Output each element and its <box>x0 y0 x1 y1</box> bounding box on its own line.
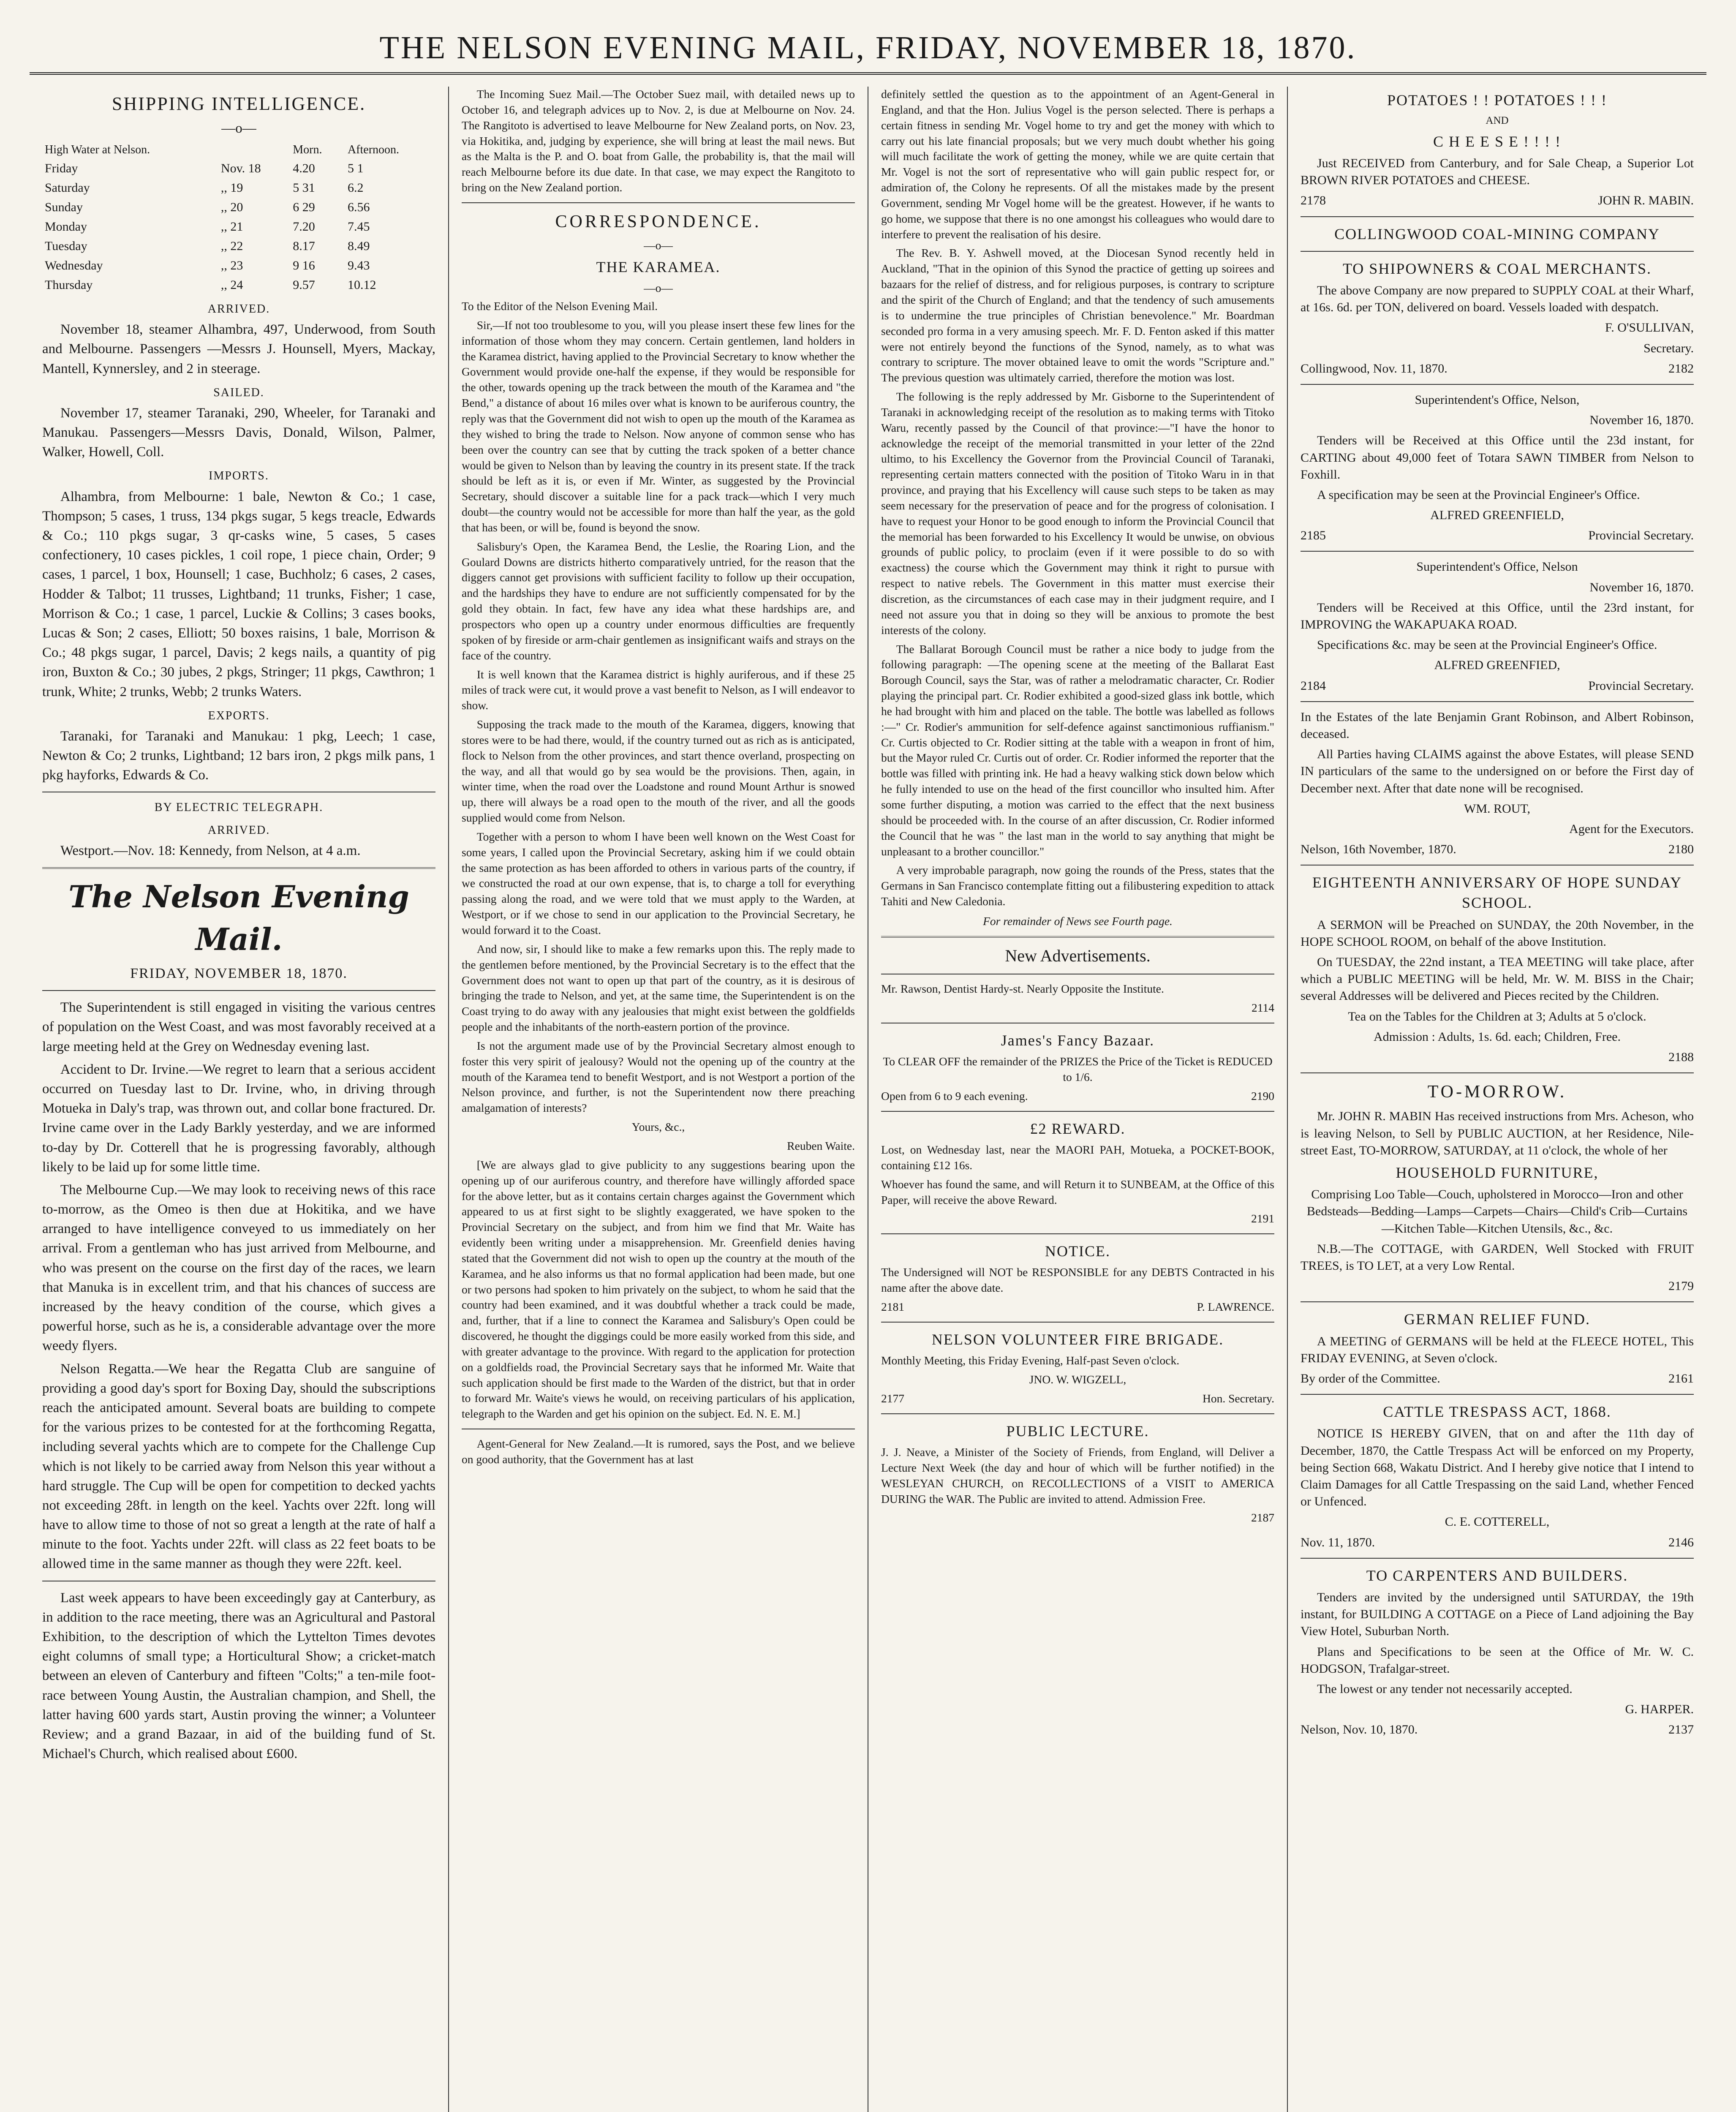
ad-text: Just RECEIVED from Canterbury, and for Sale Cheap, a Superior Lot BROWN RIVER POTATOES and CHEESE. <box>1301 156 1694 188</box>
ad-title: HOUSEHOLD FURNITURE, <box>1396 1164 1599 1181</box>
ad-footer <box>1301 527 1694 544</box>
shipping-title: SHIPPING INTELLIGENCE. <box>112 93 366 114</box>
ad-text: A MEETING of GERMANS will be held at the FLEECE HOTEL, This FRIDAY EVENING, at Seven o'clock. <box>1301 1334 1694 1365</box>
tide-row <box>42 217 435 237</box>
ad-role: Provincial Secretary. <box>1588 678 1694 693</box>
tide-row <box>42 159 435 178</box>
arrived-text: November 18, steamer Alhambra, 497, Underwood, from South and Melbourne. Passengers —Messrs J. Hounsell, Myers, Mackay, Mantell, Kynnersley, and 2 in steerage. <box>42 322 435 376</box>
ad-title: GERMAN RELIEF FUND. <box>1404 1311 1590 1328</box>
divider <box>881 1233 1274 1234</box>
editorial-paragraph: Last week appears to have been exceedingly gay at Canterbury, as in addition to the race meeting, there was an Agricultural and Pastoral Exhibition, to the description of which the Lyttelton Times devotes eight columns of small type; a Horticultural Show; a cricket-match between an eleven of Canterbury and fifteen "Colts;" a ten-mile foot-race between Young Austin, the Australian champion, and Shell, the latter having 600 yards start, Austin proving the winner; a Volunteer Review; and a grand Bazaar, in aid of the building fund of St. Michael's Church, which realised about £600. <box>42 1590 435 1762</box>
ad-text: Mr. Rawson, Dentist Hardy-st. Nearly Opposite the Institute. <box>881 982 1164 996</box>
tide-date: Nov. 18 <box>220 161 261 175</box>
ad-text: A specification may be seen at the Provincial Engineer's Office. <box>1317 487 1640 502</box>
tide-date: ,, 22 <box>220 239 243 253</box>
ad-number: 2146 <box>1668 1535 1694 1549</box>
tide-morn: 9 16 <box>293 258 315 272</box>
ad-number: 2177 <box>881 1391 904 1405</box>
ad-fire-brigade <box>881 1329 1274 1407</box>
ad-number: 2190 <box>1251 1089 1274 1102</box>
letter-paragraph: It is well known that the Karamea district is highly auriferous, and if these 25 miles of track were cut, it would prove a vast benefit to Nelson, as I will endeavor to show. <box>462 667 855 712</box>
tide-morn: 8.17 <box>293 239 315 253</box>
letter-paragraph: Together with a person to whom I have been well known on the West Coast for some years, I called upon the Provincial Secretary, asking him if we could obtain the same protection as has been afforded to others in various parts of the country, if we constructed the road at our own expense, that is, to charge a toll for everything passing along the road, and we were told that we must apply to the Warden, at Westport, or if we chose to send in our application to the Provincial Secretary, he would forward it to the Coast. <box>462 830 855 936</box>
editor-note: [We are always glad to give publicity to any suggestions bearing upon the opening up of our auriferous country, and therefore have willingly afforded space for the above letter, but as it contains certain charges against the Government which appeared to us at first sight to be slightly exaggerated, we have spoken to the Provincial Secretary on the subject, and from him we find that Mr. Waite has evidently been writing under a misapprehension. Mr. Greenfield denies having stated that the Government did not wish to open up the country at the mouth of the Karamea, and he also informs us that no formal application had been made, but one or two persons had spoken to him privately on the subject, to whom he said that the country had been examined, and it was doubtful whether a track could be made, and, further, that if a line to connect the Karamea and Salisbury's Open could be discovered, he thought the diggings could be more easily worked from this side, and with greater advantage to the province. With regard to the application for protection on a goldfields road, the Provincial Secretary says that he informed Mr. Waite that such application should be first made to the Warden of the district, but that in order to forward Mr. Waite's views he would, on receiving particulars of his application, telegraph to the Warden and get his opinion on the subject. Ed. N. E. M.] <box>462 1158 855 1421</box>
ad-date: Nelson, 16th November, 1870. <box>1301 842 1456 857</box>
tide-day: Wednesday <box>45 258 103 272</box>
ad-title: NOTICE. <box>1045 1243 1110 1260</box>
ad-footer <box>1301 678 1694 694</box>
column-1 <box>30 87 448 2112</box>
exports-text: Taranaki, for Taranaki and Manukau: 1 pkg, Leech; 1 case, Newton & Co; 2 trunks, Lightband; 12 bars iron, 2 pkgs milk pans, 1 pkg hayforks, Edwards & Co. <box>42 728 435 783</box>
nameplate: The Nelson Evening Mail. <box>68 879 409 957</box>
ad-title: POTATOES ! ! POTATOES ! ! ! <box>1387 92 1607 109</box>
news-paragraph: The Ballarat Borough Council must be rather a nice body to judge from the following paragraph: —The opening scene at the meeting of the Ballarat East Borough Council, says the Star, was of rather a melodramatic character, Cr. Rodier playing the principal part. Cr. Rodier exhibited a good-sized glass ink bottle, which he had brought with him and placed on the table. The bottle was labelled as follows :—" Cr. Rodier's ammunition for self-defence against sanctimonious ruffianism." Cr. Curtis objected to Cr. Rodier sitting at the table with a weapon in front of him, but the Mayor ruled Cr. Curtis out of order. Cr. Rodier informed the reporter that the bottle was filled with printing ink. He had a heavy walking stick down below which he fully intended to use on the head of the first councillor who insulted him. After some further disputing, a motion was carried to the effect that the next business should be proceeded with. In the course of an after discussion, Cr. Rodier informed the Council that he was " the last man in the world to say anything that might be unpleasant to a brother councillor." <box>881 642 1274 858</box>
ad-role: Hon. Secretary. <box>1202 1391 1274 1405</box>
suez-mail-paragraph: The Incoming Suez Mail.—The October Suez mail, with detailed news up to October 16, and telegraph advices up to Nov. 2, is due at Melbourne on Nov. 24. The Rangitoto is advertised to leave Melbourne for New Zealand ports, on Nov. 23, via Hokitika, and, judging by experience, she will bring at least the mail news. But as the Malta is the P. and O. boat from Galle, the probability is, that the mail will reach Melbourne before its due date. In that case, we may expect the Rangitoto to bring on the New Zealand portion. <box>462 87 855 194</box>
ad-footer <box>1301 360 1694 377</box>
dateline: FRIDAY, NOVEMBER 18, 1870. <box>130 965 348 981</box>
tide-header: High Water at Nelson. <box>45 143 150 156</box>
ad-subtitle: TO SHIPOWNERS & COAL MERCHANTS. <box>1342 260 1652 277</box>
ad-text: To CLEAR OFF the remainder of the PRIZES the Price of the Ticket is REDUCED to 1/6. <box>883 1055 1273 1084</box>
tide-aft: 7.45 <box>347 219 370 234</box>
letter-paragraph: Supposing the track made to the mouth of the Karamea, diggers, knowing that stores were to be had there, would, if the country turned out as rich as is anticipated, flock to Nelson from the other provinces, and start thence overland, prospecting on the way, and all that would go by sea would be the provisions. Then, again, in winter time, when the road over the Loadstone and round Mount Arthur is snowed up, there will always be a road open to the mouth of the river, and all the goods supplied would come from Nelson. <box>462 718 855 825</box>
ad-text: Monthly Meeting, this Friday Evening, Half-past Seven o'clock. <box>881 1354 1180 1367</box>
correspondence-heading: CORRESPONDENCE. <box>555 212 762 231</box>
tide-aft: 8.49 <box>347 239 370 253</box>
tide-day: Monday <box>45 219 87 234</box>
tide-date: ,, 19 <box>220 180 243 195</box>
ad-number: 2185 <box>1301 528 1326 543</box>
divider: —o— <box>221 120 256 136</box>
ad-text: Tenders will be Received at this Office until the 23d instant, for CARTING about 49,000 feet of Totara SAWN TIMBER from Nelson to Foxhill. <box>1301 433 1694 482</box>
ad-title: TO CARPENTERS AND BUILDERS. <box>1366 1567 1628 1584</box>
tide-row <box>42 178 435 198</box>
ad-role: Secretary. <box>1643 341 1694 355</box>
tide-aft: 6.56 <box>347 200 370 214</box>
ad-footer <box>881 1391 1274 1407</box>
ad-text: Comprising Loo Table—Couch, upholstered in Morocco—Iron and other Bedsteads—Bedding—Lamps—Carpets—Chairs—Child's Crib—Curtains—Kitchen Table—Kitchen Utensils, &c., &c. <box>1306 1187 1688 1236</box>
divider <box>1301 251 1694 252</box>
remainder-note: For remainder of News see Fourth page. <box>983 914 1173 928</box>
editorial-paragraph: The Melbourne Cup.—We may look to receiving news of this race to-morrow, as the Omeo is then due at Hokitika, and we have arranged to have intelligence conveyed to us immediately on her arrival. From a gentleman who has just arrived from Melbourne, and who was present on the course on the first day of the races, we learn that Manuka is in excellent trim, and that his chances of success are increased by the heavy condition of the course, which gives a powerful horse, such as he is, a considerable advantage over the more weedy flyers. <box>42 1182 435 1354</box>
ad-number: 2181 <box>881 1300 904 1314</box>
divider <box>462 202 855 203</box>
ad-title: EIGHTEENTH ANNIVERSARY OF HOPE SUNDAY SCHOOL. <box>1312 874 1682 912</box>
ad-notice <box>881 1241 1274 1315</box>
ad-title: CATTLE TRESPASS ACT, 1868. <box>1383 1403 1611 1421</box>
ad-date: November 16, 1870. <box>1589 413 1694 427</box>
divider <box>42 990 435 991</box>
tide-row <box>42 256 435 275</box>
ad-number: 2180 <box>1668 842 1694 857</box>
ad-date: November 16, 1870. <box>1589 580 1694 594</box>
tide-row <box>42 198 435 217</box>
tide-date: ,, 21 <box>220 219 243 234</box>
ad-name: JNO. W. WIGZELL, <box>1029 1373 1126 1386</box>
tide-header: Morn. <box>293 143 322 156</box>
ad-title: C H E E S E ! ! ! ! <box>1433 133 1561 150</box>
to-editor-line: To the Editor of the Nelson Evening Mail. <box>462 299 658 313</box>
ad-number: 2188 <box>1668 1050 1694 1064</box>
divider <box>1301 1394 1694 1395</box>
masthead: THE NELSON EVENING MAIL, FRIDAY, NOVEMBER 18, 1870. <box>30 21 1706 75</box>
ad-name: P. LAWRENCE. <box>1197 1300 1274 1314</box>
ad-text: Mr. JOHN R. MABIN Has received instructions from Mrs. Acheson, who is leaving Nelson, to Sell by PUBLIC AUCTION, at her Residence, Nile-street East, TO-MORROW, SATURDAY, at 11 o'clock, the whole of her <box>1301 1109 1694 1157</box>
tide-day: Thursday <box>45 278 93 292</box>
ad-footer <box>1301 1721 1694 1738</box>
ad-text: Lost, on Wednesday last, near the MAORI PAH, Motueka, a POCKET-BOOK, containing £12 16s. <box>881 1143 1274 1172</box>
letter-closing: Yours, &c., <box>631 1120 685 1134</box>
imports-heading: IMPORTS. <box>209 469 269 483</box>
ad-title: NELSON VOLUNTEER FIRE BRIGADE. <box>931 1331 1224 1348</box>
ad-text: A SERMON will be Preached on SUNDAY, the 20th November, in the HOPE SCHOOL ROOM, on behalf of the above Institution. <box>1301 917 1694 949</box>
editorial-paragraph: The Superintendent is still engaged in visiting the various centres of population on the West Coast, and was most favorably received at a large meeting held at the Grey on Wednesday evening last. <box>42 1000 435 1054</box>
ad-number: 2179 <box>1668 1279 1694 1293</box>
tide-date: ,, 23 <box>220 258 243 272</box>
tide-day: Friday <box>45 161 78 175</box>
ad-role: Provincial Secretary. <box>1588 528 1694 543</box>
ad-number: 2114 <box>1252 1001 1274 1015</box>
ad-and: AND <box>1486 115 1509 127</box>
divider <box>1301 1072 1694 1073</box>
ad-text: On TUESDAY, the 22nd instant, a TEA MEETING will take place, after which a PUBLIC MEETING will be held, Mr. W. M. BISS in the Chair; several Addresses will be delivered and Pieces recited by the Children. <box>1301 955 1694 1003</box>
letter-paragraph: And now, sir, I should like to make a few remarks upon this. The reply made to the gentlemen before mentioned, by the Provincial Secretary is to the effect that the Government does not want to open up that part of the country, as it is desirous of bringing the trade to Nelson, and yet, at the same time, the Superintendent is on the Coast trying to do away with any jealousies that might exist between the goldfields people and the inhabitants of the north-eastern portion of the province. <box>462 942 855 1034</box>
letter-paragraph: Sir,—If not too troublesome to you, will you please insert these few lines for the information of those whom they may concern. Certain gentlemen, land holders in the Karamea district, having applied to the Provincial Secretary to know whether the Government would provide one-half the expense, if they would be responsible for the other, towards opening up the track between the mouth of the Karamea and "the Bend," a distance of about 16 miles over what is known to be auriferous country, the reply was that the Government did not wish to open up the mouth of the Karamea as they wished to bring the trade to Nelson. Now anyone of common sense who has been over the country can see that by cutting the track spoken of a better chance would be given to Nelson than by leaving the country in its present state. If the track should be left as it is, or even if Mr. Winter, as suggested by the Provincial Secretary, should discover a suitable line for a pack track—which I very much doubt—the country would not be accessible for more than half the year, as the gold that has been, or will be, found is beyond the snow. <box>462 318 855 534</box>
divider <box>881 1322 1274 1323</box>
ad-text: Tenders are invited by the undersigned until SATURDAY, the 19th instant, for BUILDING A COTTAGE on a Piece of Land adjoining the Bay View Hotel, Suburban North. <box>1301 1590 1694 1638</box>
ad-text: Admission : Adults, 1s. 6d. each; Children, Free. <box>1374 1029 1621 1044</box>
ad-number: 2161 <box>1668 1372 1694 1386</box>
telegraph-heading: BY ELECTRIC TELEGRAPH. <box>154 801 324 814</box>
ad-title: James's Fancy Bazaar. <box>1001 1032 1155 1049</box>
ad-text: J. J. Neave, a Minister of the Society of Friends, from England, will Deliver a Lecture Next Week (the day and hour of which will be further notified) in the WESLEYAN CHURCH, on RECOLLECTIONS of a VISIT to AMERICA DURING the WAR. The Public are invited to attend. Admission Free. <box>881 1445 1274 1505</box>
tide-morn: 7.20 <box>293 219 315 234</box>
tide-row <box>42 237 435 256</box>
divider <box>1301 1301 1694 1302</box>
divider <box>881 1111 1274 1112</box>
ad-text: All Parties having CLAIMS against the above Estates, will please SEND IN particulars of the same to the undersigned on or before the First day of December next. After that date none will be recognised. <box>1301 747 1694 795</box>
divider <box>1301 216 1694 217</box>
divider <box>881 1413 1274 1414</box>
sailed-text: November 17, steamer Taranaki, 290, Wheeler, for Taranaki and Manukau. Passengers—Messrs Davis, Donald, Wilson, Palmer, Walker, Howell, Coll. <box>42 405 435 460</box>
ad-footer <box>1301 841 1694 858</box>
ad-text: The lowest or any tender not necessarily accepted. <box>1317 1682 1573 1696</box>
arrived-heading: ARRIVED. <box>207 302 270 316</box>
news-paragraph: The Rev. B. Y. Ashwell moved, at the Diocesan Synod recently held in Auckland, "That in the opinion of this Synod the practice of getting up soirees and bazaars for the relief of distress, and for religious purposes, is contrary to scripture and the spirit of the Church of England; and that the tendency of such amusements is to undermine the true principles of Christian benevolence." Mr. Boardman seconded pro forma in a very amusing speech. Mr. F. D. Fenton asked if this matter were not entirely beyond the functions of the Synod, namely, as to what was contrary to scripture. The mover obtained leave to omit the words "Scripture and." The previous question was ultimately carried, therefore the motion was lost. <box>881 246 1274 384</box>
ad-text: Tea on the Tables for the Children at 3; Adults at 5 o'clock. <box>1348 1009 1646 1023</box>
divider <box>1301 701 1694 702</box>
ad-footer <box>881 1089 1274 1104</box>
divider <box>1301 1558 1694 1559</box>
ad-title: £2 REWARD. <box>1030 1120 1126 1137</box>
ad-name: ALFRED GREENFIELD, <box>1430 508 1564 523</box>
ad-name: JOHN R. MABIN. <box>1598 193 1694 208</box>
divider <box>42 867 435 869</box>
ad-name: ALFRED GREENFIED, <box>1434 658 1560 672</box>
column-4 <box>1287 87 1706 2112</box>
ad-office: Superintendent's Office, Nelson, <box>1415 392 1580 407</box>
tide-day: Tuesday <box>45 239 87 253</box>
ad-title: In the Estates of the late Benjamin Grant Robinson, and Albert Robinson, deceased. <box>1301 710 1694 741</box>
ad-text: Whoever has found the same, and will Return it to SUNBEAM, at the Office of this Paper, will receive the above Reward. <box>881 1177 1274 1206</box>
ad-number: 2178 <box>1301 193 1326 208</box>
ad-title: PUBLIC LECTURE. <box>1006 1422 1149 1440</box>
ad-name: WM. ROUT, <box>1464 801 1530 816</box>
columns <box>30 87 1706 2112</box>
ad-text: The Undersigned will NOT be RESPONSIBLE for any DEBTS Contracted in his name after the above date. <box>881 1266 1274 1295</box>
ad-number: 2184 <box>1301 678 1326 693</box>
ad-order: By order of the Committee. <box>1301 1372 1440 1386</box>
tide-morn: 9.57 <box>293 278 315 292</box>
ad-number: 2187 <box>1251 1511 1274 1524</box>
ad-footer <box>1301 192 1694 209</box>
divider <box>881 936 1274 938</box>
ad-title: TO-MORROW. <box>1427 1082 1567 1102</box>
ad-text: Specifications &c. may be seen at the Provincial Engineer's Office. <box>1317 638 1657 652</box>
karamea-heading: THE KARAMEA. <box>596 259 721 276</box>
agent-general-continued: definitely settled the question as to the appointment of an Agent-General in England, and that the Hon. Julius Vogel is the person selected. There is perhaps a certain fitness in sending Mr. Vogel home to try and get the money with which to carry out his late financial proposals; but we very much doubt whether his going will much facilitate the work of getting the money, while we are quite certain that Mr. Vogel is not the sort of representative who will gain public respect for, or admiration of, the Colony he represents. Of all the mistakes made by the present Government, sending Mr Vogel home will be the greatest. However, if he wants to go home, we suppose that there is no one amongst his colleagues who would dare to interfere to prevent the realisation of his desire. <box>881 87 1274 241</box>
tide-morn: 5 31 <box>293 180 315 195</box>
tide-date: ,, 20 <box>220 200 243 214</box>
ad-text: The above Company are now prepared to SUPPLY COAL at their Wharf, at 16s. 6d. per TON, delivered on board. Vessels loaded with despatch. <box>1301 283 1694 315</box>
tide-date: ,, 24 <box>220 278 243 292</box>
letter-paragraph: Salisbury's Open, the Karamea Bend, the Leslie, the Roaring Lion, and the Goulard Downs are districts hitherto comparatively untried, for the reason that the diggers cannot get provisions with sufficient facility to follow up their occupation, and the hardships they have to endure are not sufficiently compensated for by the gold they obtain. In fact, few have any idea what these hardships are, and prospectors who open up a country under enormous difficulties are frequently spoken of by fireside or arm-chair gentlemen as insignificant waifs and strays on the face of the country. <box>462 539 855 662</box>
ad-text: Plans and Specifications to be seen at the Office of Mr. W. C. HODGSON, Trafalgar-street. <box>1301 1644 1694 1676</box>
divider <box>1301 551 1694 552</box>
tide-morn: 6 29 <box>293 200 315 214</box>
tide-aft: 5 1 <box>347 161 364 175</box>
telegraph-arrived-heading: ARRIVED. <box>207 823 270 837</box>
tide-aft: 9.43 <box>347 258 370 272</box>
new-advertisements-heading: New Advertisements. <box>1005 946 1151 965</box>
ad-name: G. HARPER. <box>1625 1702 1694 1717</box>
divider <box>1301 384 1694 385</box>
tide-header <box>218 141 290 159</box>
tide-row <box>42 275 435 295</box>
sailed-heading: SAILED. <box>213 386 264 399</box>
ad-text: Tenders will be Received at this Office, until the 23rd instant, for IMPROVING the WAKAPUAKA ROAD. <box>1301 600 1694 631</box>
agent-general-paragraph: Agent-General for New Zealand.—It is rumored, says the Post, and we believe on good authority, that the Government has at last <box>462 1437 855 1466</box>
ad-name: F. O'SULLIVAN, <box>1605 321 1694 335</box>
ad-text: NOTICE IS HEREBY GIVEN, that on and after the 11th day of December, 1870, the Cattle Trespass Act will be enforced on my Property, being Section 668, Wakatu District. And I hereby give notice that I intend to Claim Damages for all Cattle Trespassing on the said Land, whether Fenced or Unfenced. <box>1301 1426 1694 1509</box>
editorial-paragraph: Accident to Dr. Irvine.—We regret to learn that a serious accident occurred on Tuesday last to Dr. Irvine, who, in driving through Motueka in Daly's trap, was thrown out, and collar bone fractured. Dr. Irvine came over in the Lady Barkly yesterday, and we are informed to-day by Dr. Cotterell that he is progressing favorably, although likely to be laid up for some little time. <box>42 1061 435 1175</box>
ad-number: 2191 <box>1251 1212 1274 1225</box>
tide-day: Sunday <box>45 200 83 214</box>
ad-role: Agent for the Executors. <box>1569 822 1694 836</box>
ad-reward <box>881 1119 1274 1227</box>
letter-paragraph: Is not the argument made use of by the Provincial Secretary almost enough to foster this very spirit of jealousy? Would not the opening up of the country at the mouth of the Karamea tend to benefit Westport, and is not Westport a portion of the Nelson province, and further, is not the Superintendent now there preaching amalgamation of interests? <box>462 1039 855 1115</box>
news-paragraph: A very improbable paragraph, now going the rounds of the Press, states that the Germans in San Francisco contemplate fitting out a filibustering expedition to attack Tahiti and New Caledonia. <box>881 863 1274 908</box>
ad-rawson <box>881 981 1274 1016</box>
ad-title: COLLINGWOOD COAL-MINING COMPANY <box>1334 225 1660 242</box>
ad-name: C. E. COTTERELL, <box>1445 1515 1550 1529</box>
ad-number: 2182 <box>1668 361 1694 376</box>
ad-text: N.B.—The COTTAGE, with GARDEN, Well Stocked with FRUIT TREES, is TO LET, at a very Low Rental. <box>1301 1241 1694 1273</box>
tide-day: Saturday <box>45 180 90 195</box>
imports-text: Alhambra, from Melbourne: 1 bale, Newton & Co.; 1 case, Thompson; 5 cases, 1 truss, 134 pkgs sugar, 5 kegs treacle, Edwards & Co.; 110 pkgs sugar, 3 qr-casks wine, 5 cases, 5 cases confectionery, 10 cases pickles, 1 coil rope, 1 piece chain, Order; 9 cases, 1 parcel, 1 box, Hounsell; 1 case, Buchholz; 6 cases, 2 cases, Hodder & Talbot; 11 trusses, Lightband; 11 trunks, Fisher; 1 case, Morrison & Co.; 1 case, 1 parcel, Luckie & Collins; 3 cases books, Lucas & Son; 2 cases, Elliott; 50 boxes raisins, 1 bale, Morrison & Co.; 48 pkgs sugar, 1 parcel, Davis; 2 kegs nails, a quantity of pig iron, Buxton & Co.; 30 jubes, 2 pkgs, Stringer; 11 pkgs, Cawthron; 1 trunk, White; 2 trunks, Webb; 2 trunks Waters. <box>42 489 435 699</box>
ad-date: Collingwood, Nov. 11, 1870. <box>1301 361 1448 376</box>
ad-number: 2137 <box>1668 1723 1694 1737</box>
exports-heading: EXPORTS. <box>208 709 270 722</box>
editorial-paragraph: Nelson Regatta.—We hear the Regatta Club are sanguine of providing a good day's sport for Boxing Day, should the subscriptions reach the anticipated amount. Several boats are building to compete for the various prizes to be contested for at the forthcoming Regatta, including several yachts which are to compete for the Challenge Cup which is not likely to be carried away from Nelson this year without a hard struggle. The Cup will be open for competition to decked yachts not exceeding 28ft. in length on the keel. Yachts over 22ft. long will have to allow time to those of not so great a length at the rate of half a minute to the foot. Yachts under 22ft. will class as 22 feet boats to be allowed time in the same manner as though they were 22ft. keel. <box>42 1361 435 1572</box>
ad-lecture <box>881 1421 1274 1526</box>
tide-aft: 6.2 <box>347 180 364 195</box>
ad-hours: Open from 6 to 9 each evening. <box>881 1089 1028 1102</box>
divider: —o— <box>644 281 673 295</box>
tide-morn: 4.20 <box>293 161 315 175</box>
ad-footer <box>1301 1534 1694 1551</box>
column-2 <box>448 87 868 2112</box>
ad-footer <box>1301 1370 1694 1387</box>
ad-office: Superintendent's Office, Nelson <box>1416 560 1578 574</box>
tide-header-row <box>42 141 435 159</box>
tide-aft: 10.12 <box>347 278 376 292</box>
news-paragraph: The following is the reply addressed by Mr. Gisborne to the Superintendent of Taranaki in acknowledging receipt of the resolution as to making terms with Titoko Waru, recently passed by the Council of that province:—"I have the honor to acknowledge the receipt of the memorial transmitted in your letter of the 22nd ultimo, to his Excellency the Governor from the Provincial Council of Taranaki, representing certain matters connected with the position of Titoko Waru in in that province, and praying that his Excellency will cause such steps to be taken as may seem necessary for the preservation of peace and for the progress of colonisation. I have to request your Honor to be good enough to inform the Provincial Council that the memorial has been forwarded to his Excellency It would be unwise, on obvious grounds of public policy, to proclaim (even if it were possible to do so with exactness) the course which the Government may think it right to pursue with respect to native rebels. The Government in this matter must exercise their discretion, as the circumstances of each case may in their judgment require, and I need not assure you that in doing so they will be anxious to promote the best interests of the colony. <box>881 390 1274 637</box>
ad-date: Nelson, Nov. 10, 1870. <box>1301 1723 1418 1737</box>
column-3 <box>868 87 1287 2112</box>
letter-signature: Reuben Waite. <box>787 1139 855 1152</box>
tide-table <box>42 141 435 295</box>
ad-footer <box>881 1299 1274 1315</box>
tide-header: Afternoon. <box>347 143 400 156</box>
ad-date: Nov. 11, 1870. <box>1301 1535 1375 1549</box>
divider: —o— <box>644 239 673 252</box>
ad-bazaar <box>881 1030 1274 1104</box>
telegraph-text: Westport.—Nov. 18: Kennedy, from Nelson, at 4 a.m. <box>60 843 361 858</box>
